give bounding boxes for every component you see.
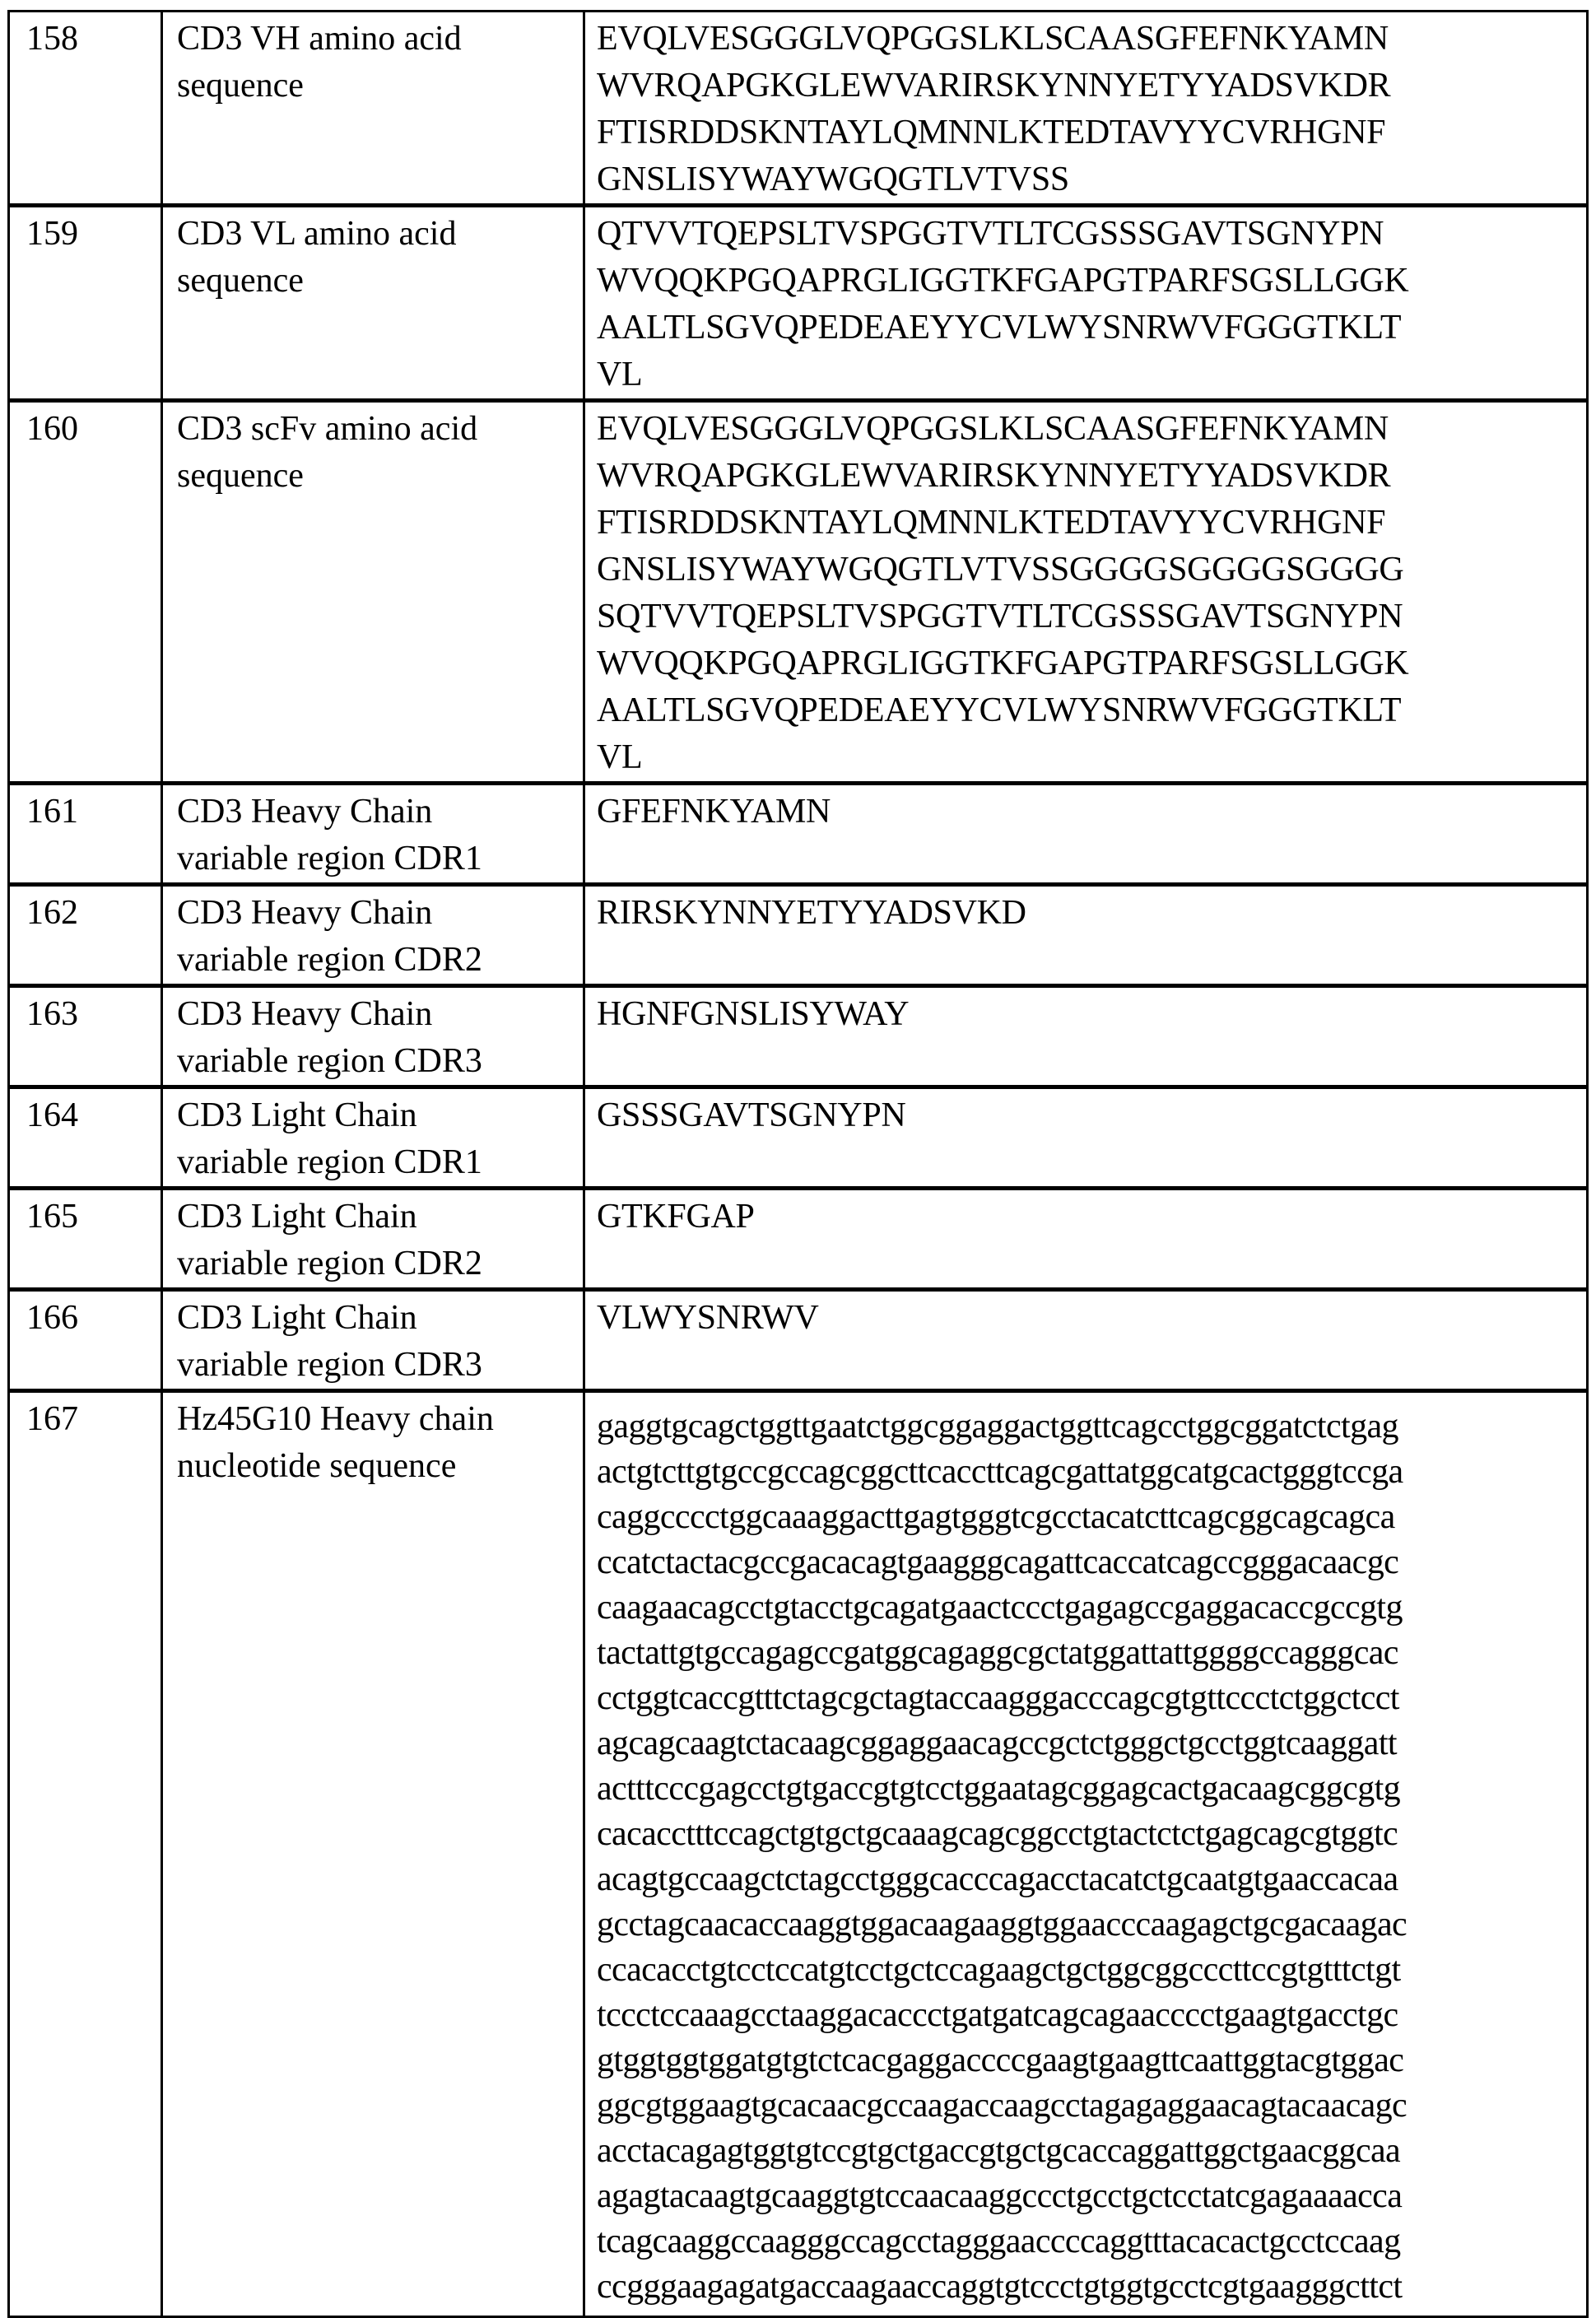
sequence-line: gcctagcaacaccaaggtggacaagaaggtggaacccaagagctgcgacaagac [597, 1906, 1408, 1943]
seq-id: 162 [26, 894, 78, 932]
sequence-line: acctacagagtggtgtccgtgctgaccgtgctgcaccaggattggctgaacggcaa [597, 2132, 1401, 2170]
sequence-cell [584, 1087, 1588, 1189]
description-line: CD3 Light Chain [177, 1299, 417, 1337]
sequence-cell [584, 206, 1588, 401]
description-cell [162, 206, 584, 401]
description-cell [162, 12, 584, 206]
sequence-line: HGNFGNSLISYWAY [597, 995, 910, 1033]
sequence-line: AALTLSGVQPEDEAEYYCVLWYSNRWVFGGGTKLT [597, 691, 1402, 729]
sequence-cell [584, 401, 1588, 784]
description-cell [162, 986, 584, 1087]
sequence-line: actttcccgagcctgtgaccgtgtcctggaatagcggagcactgacaagcggcgtg [597, 1770, 1401, 1808]
table-row-166 [9, 1290, 1588, 1391]
sequence-line: RIRSKYNNYETYYADSVKD [597, 894, 1026, 932]
table-row-158 [9, 12, 1588, 206]
sequence-line: gtggtggtggatgtgtctcacgaggaccccgaagtgaagttcaattggtacgtggac [597, 2041, 1404, 2079]
description-line: variable region CDR3 [177, 1042, 482, 1080]
description-line: CD3 Heavy Chain [177, 894, 433, 932]
description-cell [162, 1087, 584, 1189]
seq-id: 165 [26, 1198, 78, 1236]
description-line: CD3 Light Chain [177, 1096, 417, 1134]
seq-id-cell [9, 1087, 162, 1189]
seq-id: 159 [26, 215, 78, 253]
sequence-line: agagtacaagtgcaaggtgtccaacaaggccctgcctgctcctatcgagaaaacca [597, 2177, 1403, 2215]
seq-id: 167 [26, 1400, 78, 1438]
seq-id-cell [9, 885, 162, 986]
table-row-160 [9, 401, 1588, 784]
sequence-line: gaggtgcagctggttgaatctggcggaggactggttcagcctggcggatctctgag [597, 1408, 1398, 1445]
sequence-cell [584, 1290, 1588, 1391]
sequence-line: GNSLISYWAYWGQGTLVTVSS [597, 161, 1069, 198]
sequence-line: EVQLVESGGGLVQPGGSLKLSCAASGFEFNKYAMN [597, 410, 1389, 448]
description-line: sequence [177, 457, 304, 495]
sequence-line: WVQQKPGQAPRGLIGGTKFGAPGTPARFSGSLLGGK [597, 262, 1409, 300]
sequence-line: GNSLISYWAYWGQGTLVTVSSGGGGSGGGGSGGGG [597, 551, 1404, 589]
description-line: sequence [177, 262, 304, 300]
seq-id-cell [9, 206, 162, 401]
sequence-line: WVQQKPGQAPRGLIGGTKFGAPGTPARFSGSLLGGK [597, 645, 1409, 682]
sequence-line: GFEFNKYAMN [597, 793, 831, 831]
seq-id-cell [9, 1189, 162, 1290]
sequence-cell [584, 1391, 1588, 2317]
sequence-listing-table [7, 10, 1589, 2318]
seq-id-cell [9, 12, 162, 206]
sequence-line: ggcgtggaagtgcacaacgccaagaccaagcctagagaggaacagtacaacagc [597, 2087, 1408, 2125]
seq-id-cell [9, 1391, 162, 2317]
sequence-line: WVRQAPGKGLEWVARIRSKYNNYETYYADSVKDR [597, 457, 1391, 495]
seq-id: 160 [26, 410, 78, 448]
sequence-table-body [9, 12, 1588, 2317]
description-line: variable region CDR3 [177, 1346, 482, 1384]
table-row-165 [9, 1189, 1588, 1290]
seq-id-cell [9, 784, 162, 885]
description-cell [162, 1391, 584, 2317]
seq-id-cell [9, 401, 162, 784]
sequence-line: VL [597, 356, 643, 393]
description-line: CD3 Heavy Chain [177, 793, 433, 831]
seq-id: 164 [26, 1096, 78, 1134]
sequence-line: tactattgtgccagagccgatggcagaggcgctatggattattggggccagggcac [597, 1634, 1398, 1672]
description-cell [162, 401, 584, 784]
sequence-line: SQTVVTQEPSLTVSPGGTVTLTCGSSSGAVTSGNYPN [597, 598, 1403, 635]
sequence-line: actgtcttgtgccgccagcggcttcaccttcagcgattatggcatgcactgggtccga [597, 1453, 1403, 1491]
description-line: CD3 VL amino acid [177, 215, 457, 253]
sequence-cell [584, 784, 1588, 885]
description-cell [162, 784, 584, 885]
sequence-line: EVQLVESGGGLVQPGGSLKLSCAASGFEFNKYAMN [597, 20, 1389, 58]
description-line: nucleotide sequence [177, 1447, 457, 1485]
sequence-line: ccgggaagagatgaccaagaaccaggtgtccctgtggtgcctcgtgaagggcttct [597, 2268, 1403, 2306]
description-cell [162, 885, 584, 986]
sequence-line: cacacctttccagctgtgctgcaaagcagcggcctgtactctctgagcagcgtggtc [597, 1815, 1398, 1853]
seq-id: 163 [26, 995, 78, 1033]
sequence-line: acagtgccaagctctagcctgggcacccagacctacatctgcaatgtgaaccacaa [597, 1860, 1398, 1898]
sequence-line: ccatctactacgccgacacagtgaagggcagattcaccatcagccgggacaacgc [597, 1543, 1399, 1581]
description-cell [162, 1189, 584, 1290]
sequence-cell [584, 1189, 1588, 1290]
table-row-167 [9, 1391, 1588, 2317]
seq-id: 161 [26, 793, 78, 831]
sequence-line: FTISRDDSKNTAYLQMNNLKTEDTAVYYCVRHGNF [597, 114, 1386, 151]
sequence-line: GTKFGAP [597, 1198, 755, 1236]
seq-id-cell [9, 986, 162, 1087]
description-line: variable region CDR1 [177, 1143, 482, 1181]
sequence-line: VLWYSNRWV [597, 1299, 819, 1337]
sequence-line: ccacacctgtcctccatgtcctgctccagaagctgctggcggcccttccgtgtttctgt [597, 1951, 1401, 1989]
description-line: variable region CDR2 [177, 941, 482, 979]
description-line: CD3 VH amino acid [177, 20, 462, 58]
description-line: Hz45G10 Heavy chain [177, 1400, 494, 1438]
seq-id: 166 [26, 1299, 78, 1337]
description-line: CD3 scFv amino acid [177, 410, 478, 448]
table-row-164 [9, 1087, 1588, 1189]
description-line: variable region CDR2 [177, 1245, 482, 1282]
description-cell [162, 1290, 584, 1391]
sequence-line: AALTLSGVQPEDEAEYYCVLWYSNRWVFGGGTKLT [597, 309, 1402, 347]
description-line: CD3 Heavy Chain [177, 995, 433, 1033]
sequence-line: tcagcaaggccaagggccagcctagggaaccccaggtttacacactgcctccaag [597, 2223, 1401, 2260]
sequence-line: WVRQAPGKGLEWVARIRSKYNNYETYYADSVKDR [597, 67, 1391, 105]
sequence-cell [584, 986, 1588, 1087]
sequence-line: agcagcaagtctacaagcggaggaacagccgctctgggctgcctggtcaaggatt [597, 1725, 1397, 1762]
table-row-161 [9, 784, 1588, 885]
description-line: sequence [177, 67, 304, 105]
sequence-line: FTISRDDSKNTAYLQMNNLKTEDTAVYYCVRHGNF [597, 504, 1386, 542]
sequence-line: QTVVTQEPSLTVSPGGTVTLTCGSSSGAVTSGNYPN [597, 215, 1384, 253]
sequence-line: GSSSGAVTSGNYPN [597, 1096, 906, 1134]
seq-id-cell [9, 1290, 162, 1391]
seq-id: 158 [26, 20, 78, 58]
sequence-line: VL [597, 738, 643, 776]
sequence-line: caggcccctggcaaaggacttgagtgggtcgcctacatcttcagcggcagcagca [597, 1498, 1395, 1536]
sequence-cell [584, 12, 1588, 206]
description-line: variable region CDR1 [177, 840, 482, 877]
table-row-163 [9, 986, 1588, 1087]
table-row-162 [9, 885, 1588, 986]
table-row-159 [9, 206, 1588, 401]
sequence-cell [584, 885, 1588, 986]
sequence-line: caagaacagcctgtacctgcagatgaactccctgagagccgaggacaccgccgtg [597, 1589, 1403, 1627]
description-line: CD3 Light Chain [177, 1198, 417, 1236]
sequence-line: cctggtcaccgtttctagcgctagtaccaagggacccagcgtgttccctctggctcct [597, 1679, 1399, 1717]
sequence-line: tccctccaaagcctaaggacaccctgatgatcagcagaacccctgaagtgacctgc [597, 1996, 1398, 2034]
